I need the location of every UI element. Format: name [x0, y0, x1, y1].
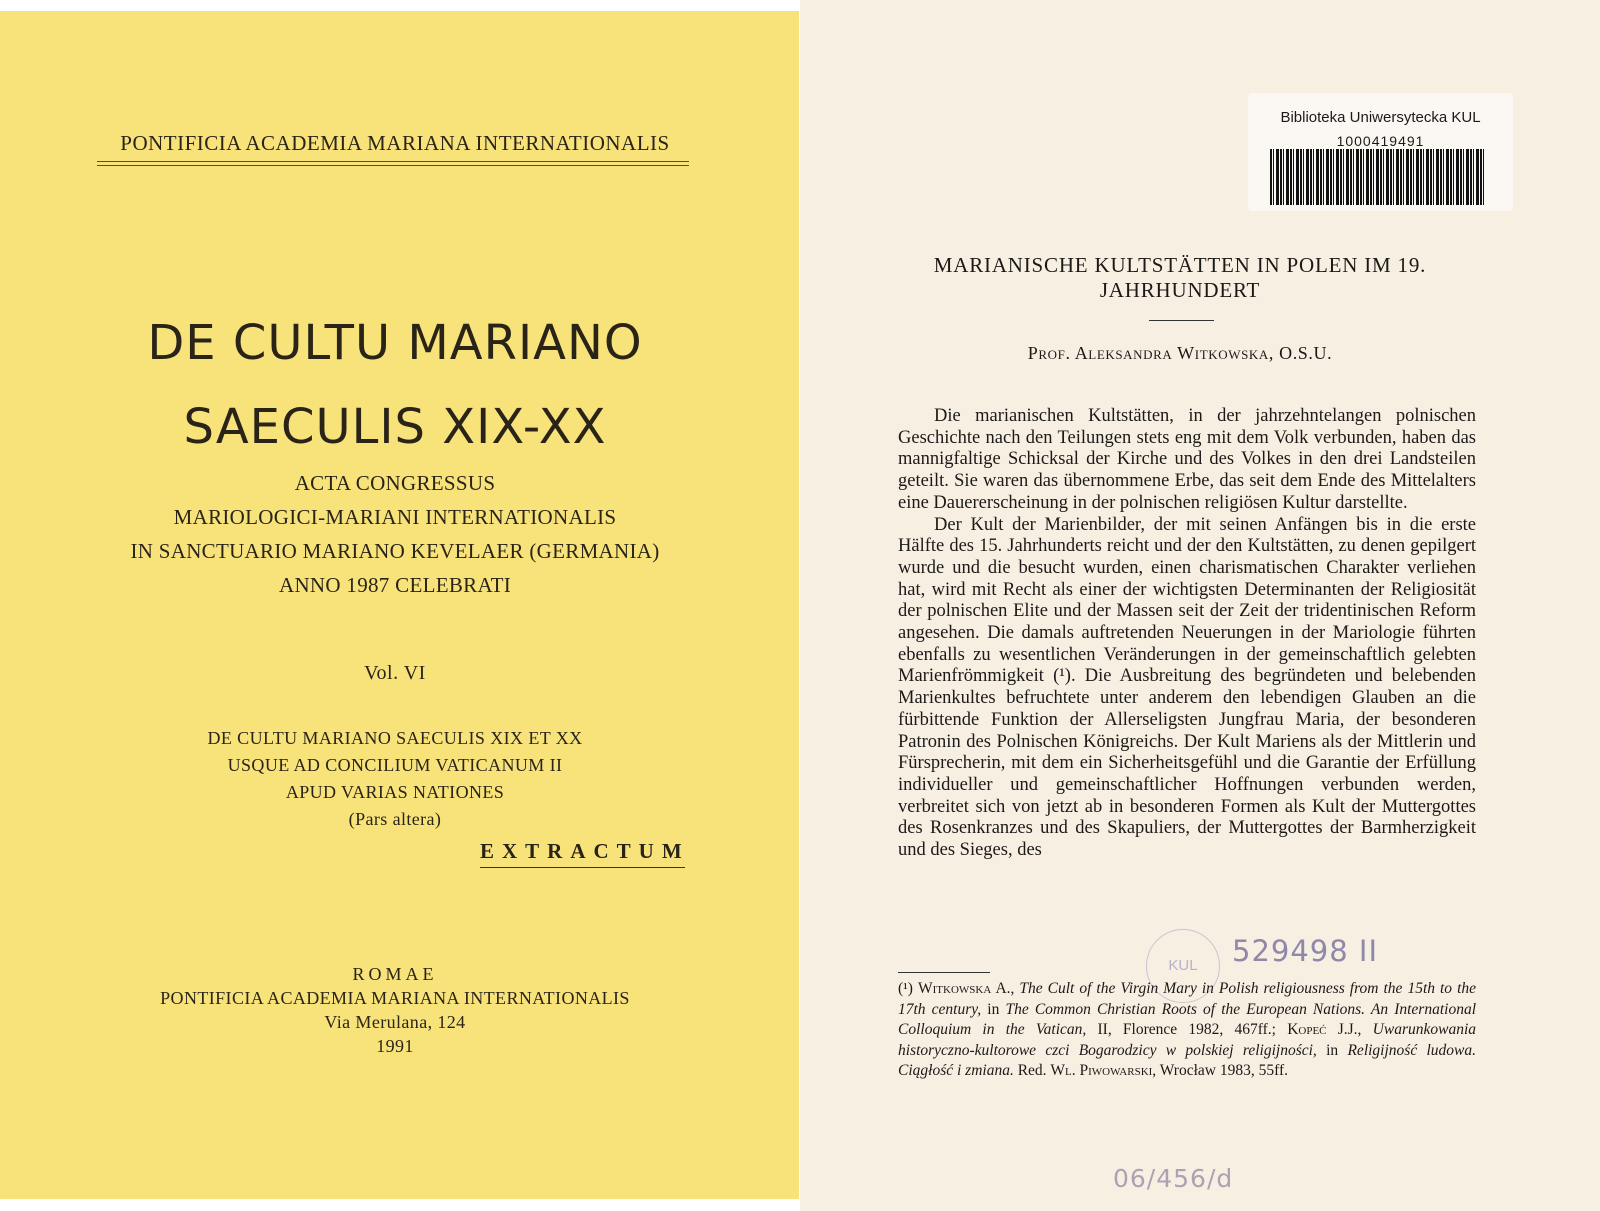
- title-divider: [1149, 320, 1214, 321]
- imprint-city: ROMAE: [352, 964, 438, 984]
- footnote-book: The Common Christian Roots of the European Nations. An International Colloquium in the Vatican,: [898, 1000, 1477, 1039]
- cover-acta-line: ANNO 1987 CELEBRATI: [278, 573, 512, 597]
- barcode-icon: [1270, 149, 1485, 205]
- footnote-book: Religijność ludowa. Ciągłość i zmiana.: [898, 1041, 1477, 1080]
- cover-extractum: EXTRACTUM: [480, 839, 685, 868]
- cover-imprint: [0, 962, 790, 1058]
- library-barcode-label: [1248, 93, 1513, 211]
- footnote-divider: [898, 972, 990, 973]
- footnote-in: in: [987, 1000, 1000, 1018]
- article-title-line-2: JAHRHUNDERT: [1099, 278, 1261, 302]
- cover-main-title: [0, 301, 790, 469]
- footnote-author: Kopeć J.J.,: [1287, 1021, 1362, 1039]
- imprint-address: Via Merulana, 124: [324, 1012, 466, 1032]
- article-title: [900, 253, 1460, 303]
- footnote: [898, 979, 1476, 1082]
- cover-subject-line: USQUE AD CONCILIUM VATICANUM II: [227, 755, 563, 775]
- footnote-editor: Wl. Piwowarski,: [1050, 1062, 1157, 1080]
- article-title-line-1: MARIANISCHE KULTSTÄTTEN IN POLEN IM 19.: [933, 253, 1427, 277]
- article-body: [898, 406, 1476, 862]
- cover-page: [0, 11, 799, 1199]
- footnote-details: Wrocław 1983, 55ff.: [1159, 1062, 1289, 1080]
- footnote-author: Witkowska A.,: [918, 980, 1015, 997]
- footnote-red: Red.: [1017, 1062, 1047, 1080]
- cover-subject-line: APUD VARIAS NATIONES: [285, 782, 505, 802]
- cover-subject-line: DE CULTU MARIANO SAECULIS XIX ET XX: [207, 728, 583, 748]
- article-page: [800, 0, 1600, 1211]
- cover-acta-line: MARIOLOGICI-MARIANI INTERNATIONALIS: [173, 505, 617, 529]
- inventory-number: 529498 II: [1232, 934, 1379, 968]
- body-paragraph: Der Kult der Marienbilder, der mit seinen Anfängen bis in die erste Hälfte des 15. Jahrhunderts reicht und der den Kultstätten, zu denen gepilgert wurde und die besucht wurden, einen charismatischen Charakter verliehen hat, wird mit Recht als einer der wichtigsten Determinanten der Religiosität der polnischen Elite und der Massen seit der Zeit der tridentinischen Reform angesehen. Die damals auftretenden Neuerungen in der Mariologie führten ebenfalls zu wesentlichen Veränderungen in der gemeinschaftlich gelebten Marienfrömmigkeit (¹). Die Ausbreitung des begründeten und belebenden Marienkultes befruchtete unter anderem den lebendigen Glauben an die fürbittende Funktion der Allerseligsten Jungfrau Maria, der besonderen Patronin des Polnischen Königreichs. Der Kult Mariens als der Mittlerin und Fürsprecherin, mit dem ein Sicherheitsgefühl und die Garantie der Erfüllung individueller und gemeinschaftlicher Hoffnungen verbunden werden, verbreitet sich von jetzt ab in besonderen Formen als Kult der Muttergottes des Rosenkranzes und des Skapuliers, der Muttergottes der Barmherzigkeit und des Sieges, des: [898, 514, 1476, 861]
- imprint-year: 1991: [376, 1036, 414, 1056]
- cover-volume: Vol. VI: [364, 662, 426, 684]
- cover-subject-block: [0, 725, 790, 833]
- footnote-title: The Cult of the Virgin Mary in Polish religiousness from the 15th to the 17th century,: [898, 980, 1477, 1018]
- body-paragraph: Die marianischen Kultstätten, in der jahrzehntelangen polnischen Geschichte nach den Teilungen stets eng mit dem Volk verbunden, haben das mannigfaltige Schicksal der Kirche und des Volkes in den drei Landsteilen geteilt. Sie waren das übernommene Erbe, das seit dem Ende des Mittelalters eine Dauererscheinung in der polnischen religiösen Kultur darstellte.: [898, 406, 1476, 513]
- footnote-title: Uwarunkowania historyczno-kultorowe czci Bogarodzicy w polskiej religijności,: [898, 1021, 1477, 1059]
- cover-heading-rule: [97, 161, 689, 166]
- cover-title-line-1: DE CULTU MARIANO: [147, 315, 643, 371]
- cover-academy-heading: PONTIFICIA ACADEMIA MARIANA INTERNATIONALIS: [120, 131, 670, 155]
- cover-title-line-2: SAECULIS XIX-XX: [183, 399, 607, 455]
- footnote-marker: (¹): [898, 980, 913, 997]
- footnote-in: in: [1326, 1041, 1339, 1059]
- article-author: Prof. Aleksandra Witkowska, O.S.U.: [1027, 343, 1333, 363]
- handwritten-shelfmark: 06/456/d: [1113, 1164, 1234, 1193]
- cover-acta-line: IN SANCTUARIO MARIANO KEVELAER (GERMANIA): [130, 539, 660, 563]
- cover-acta-line: ACTA CONGRESSUS: [294, 471, 496, 495]
- footnote-details: II, Florence 1982, 467ff.;: [1097, 1021, 1276, 1039]
- library-name: Biblioteka Uniwersytecka KUL: [1280, 109, 1481, 126]
- cover-acta-block: [0, 466, 790, 602]
- cover-subject-line: (Pars altera): [348, 809, 442, 829]
- library-stamp: KUL: [1146, 929, 1220, 1003]
- imprint-publisher: PONTIFICIA ACADEMIA MARIANA INTERNATIONALIS: [160, 988, 630, 1008]
- library-number: 1000419491: [1336, 133, 1425, 149]
